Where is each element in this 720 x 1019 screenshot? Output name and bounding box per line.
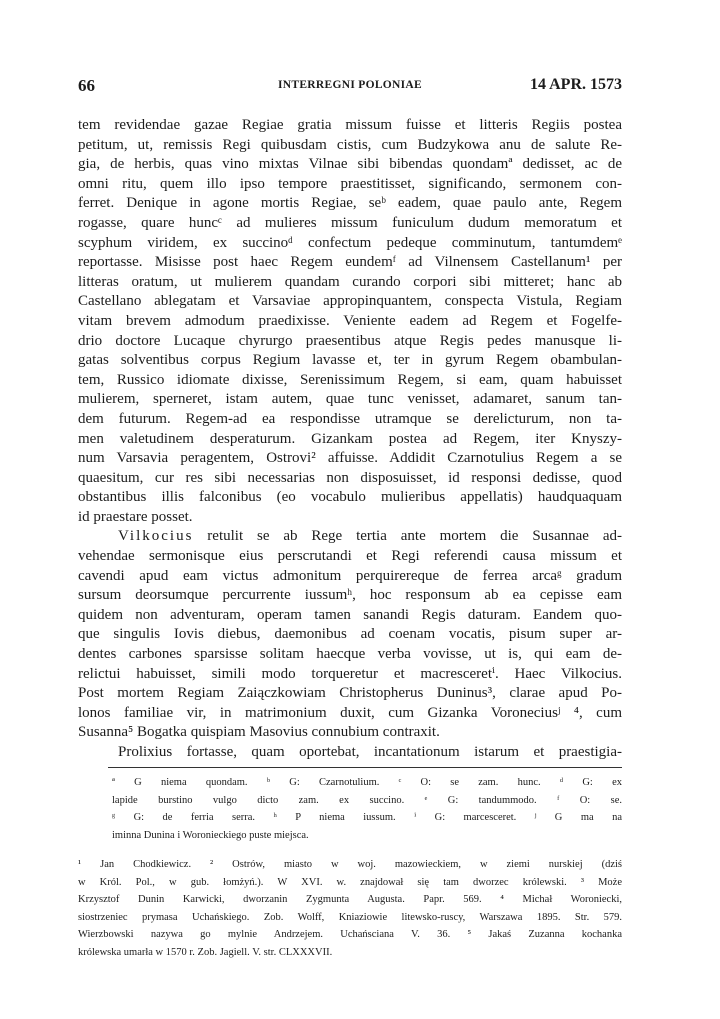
text-line: dem futurum. Regem-ad ea respondisse utramque se derelicturum, non ta- (78, 410, 622, 427)
text-line: reportasse. Misisse post haec Regem eundemᶠ ad Vilnensem Castellanum¹ per (78, 254, 622, 271)
running-header (78, 76, 622, 98)
text-line: omni ritu, quem illo ipso tempore praestitisset, significando, sermonem con- (78, 175, 622, 192)
variant-note-line: lapide burstino vulgo dicto zam. ex succino. ᵉ G: tandummodo. ᶠ O: se. (112, 794, 622, 806)
footnotes (78, 856, 622, 962)
main-text (78, 116, 622, 763)
text-line: obstantibus illis falconibus (eo vocabulo mulieribus appellatis) haudquaquam (78, 489, 622, 506)
variant-notes (112, 774, 622, 844)
speaker-name: Vilkocius (118, 528, 194, 545)
text-line: tem revidendae gazae Regiae gratia missum fuisse et litteris Regiis postea (78, 117, 622, 133)
running-title: INTERREGNI POLONIAE (277, 79, 423, 91)
text-line: drio doctore Lucaque chyrurgo praesentibus atque Regis pedes manusque li- (78, 332, 622, 349)
text-line: sursum deorsumque percurrente iussumʰ, hoc responsum ab ea cepisse eam (78, 587, 622, 604)
text-line: mulierem, sperneret, istam autem, quae tunc venisset, adamaret, sanum tan- (78, 391, 622, 408)
text-line: lonos familiae vir, in matrimonium duxit, cum Gizanka Voroneciusʲ ⁴, cum (78, 704, 622, 721)
text-line: relictui habuisset, simili modo torqueretur et macresceretⁱ. Haec Vilkocius. (78, 665, 622, 682)
text-line: men valetudinem desperaturum. Gizankam postea ad Regem, iter Knyszy- (78, 430, 622, 447)
text-line: litteras oratum, ut mulierem quandam curando corpori sibi mitteret; hanc ab (78, 273, 622, 290)
text-line: rogasse, quare huncᶜ ad mulieres missum funiculum dudum memoratum et (78, 214, 622, 231)
text-line: Prolixius fortasse, quam oportebat, incantationum istarum et praestigia- (118, 744, 622, 760)
text-line: ferret. Denique in agone mortis Regiae, seᵇ eadem, quae paulo ante, Regem (78, 195, 622, 212)
text-line: gia, de herbis, quas vino mixtas Vilnae sibi bibendas quondamª dedisset, ac de (78, 156, 622, 173)
text-line: Post mortem Regiam Zaiączkowiam Christopherus Duninus³, clarae apud Po- (78, 685, 622, 702)
text-line: id praestare posset. (78, 508, 193, 525)
text-line: cavendi apud eam victus admonitum perquirereque de ferrea arcaᵍ gradum (78, 567, 622, 584)
footnote-line: królewska umarła w 1570 r. Zob. Jagiell. V. str. CLXXXVII. (78, 946, 333, 958)
text-line-rest: retulit se ab Rege tertia ante mortem die Susannae ad- (193, 528, 622, 545)
text-line: Castellano ablegatam et Varsaviae appropinquantem, conspecta Vistula, Regiam (78, 293, 622, 310)
header-date: 14 APR. 1573 (530, 76, 622, 93)
text-line: quaesitum, cur res sibi necessarias non disposuisset, id responsi dedisse, quod (78, 469, 622, 486)
text-line: petitum, ut, remissis Regi quibusdam cistis, cum Budzykowa anu de salute Re- (78, 136, 622, 153)
footnote-divider (108, 767, 622, 768)
page-number: 66 (78, 76, 95, 95)
variant-note-line: ª G niema quondam. ᵇ G: Czarnotulium. ᶜ O: se zam. hunc. ᵈ G: ex (112, 777, 622, 788)
paragraph-start (78, 527, 622, 547)
footnote-line: w Król. Pol., w gub. łomżyń.). W XVI. w. znajdował się tam dworzec królewski. ³ Może (78, 876, 622, 888)
text-line: vehendae sermonisque eius perscrutandi et Regi referendi causa missum et (78, 548, 622, 565)
footnote-line: Wierzbowski nazywa go mylnie Andrzejem. Uchańsciana V. 36. ⁵ Jakaś Zuzanna kochanka (78, 929, 622, 941)
text-line: vitam brevem admodum praedixisse. Veniente eadem ad Regem et Fogelfe- (78, 312, 622, 329)
text-line: que singulis Iovis diebus, daemonibus ad coenam vocatis, pisum super ar- (78, 626, 622, 643)
text-line: num Varsavia peragentem, Ostrovi² affuisse. Addidit Czarnotulius Regem a se (78, 450, 622, 467)
footnote-line: Krzysztof Dunin Karwicki, dworzanin Zygmunta Augusta. Papr. 569. ⁴ Michał Woroniecki, (78, 894, 622, 906)
text-line: scyphum viridem, ex succinoᵈ confectum pedeque comminutum, tantumdemᵉ (78, 234, 622, 251)
variant-note-line: iminna Dunina i Woronieckiego puste miejsca. (112, 829, 309, 841)
text-line: gatas solventibus corpus Regium lavasse et, ter in gyrum Regem obambulan- (78, 352, 622, 369)
footnote-line: ¹ Jan Chodkiewicz. ² Ostrów, miasto w woj. mazowieckiem, w ziemi nurskiej (dziś (78, 859, 622, 870)
text-line: Susanna⁵ Bogatka quispiam Masovius connubium contraxit. (78, 724, 440, 741)
footnote-line: siostrzeniec prymasa Uchańskiego. Zob. Wolff, Kniaziowie litewsko-ruscy, Warszawa 1895. Str. 579. (78, 911, 622, 923)
text-line: quidem non adventuram, operam tamen sanandi Regis daturam. Eandem quo- (78, 606, 622, 623)
variant-note-line: ᵍ G: de ferria serra. ʰ P niema iussum. ⁱ G: marcesceret. ʲ G ma na (112, 812, 622, 823)
text-line: tem, Russico idiomate dixisse, Serenissimum Regem, si eam, quam habuisset (78, 371, 622, 388)
text-line: dentes carbones sparsisse solitam haecque verba vovisse, ut is, qui eam de- (78, 646, 622, 663)
